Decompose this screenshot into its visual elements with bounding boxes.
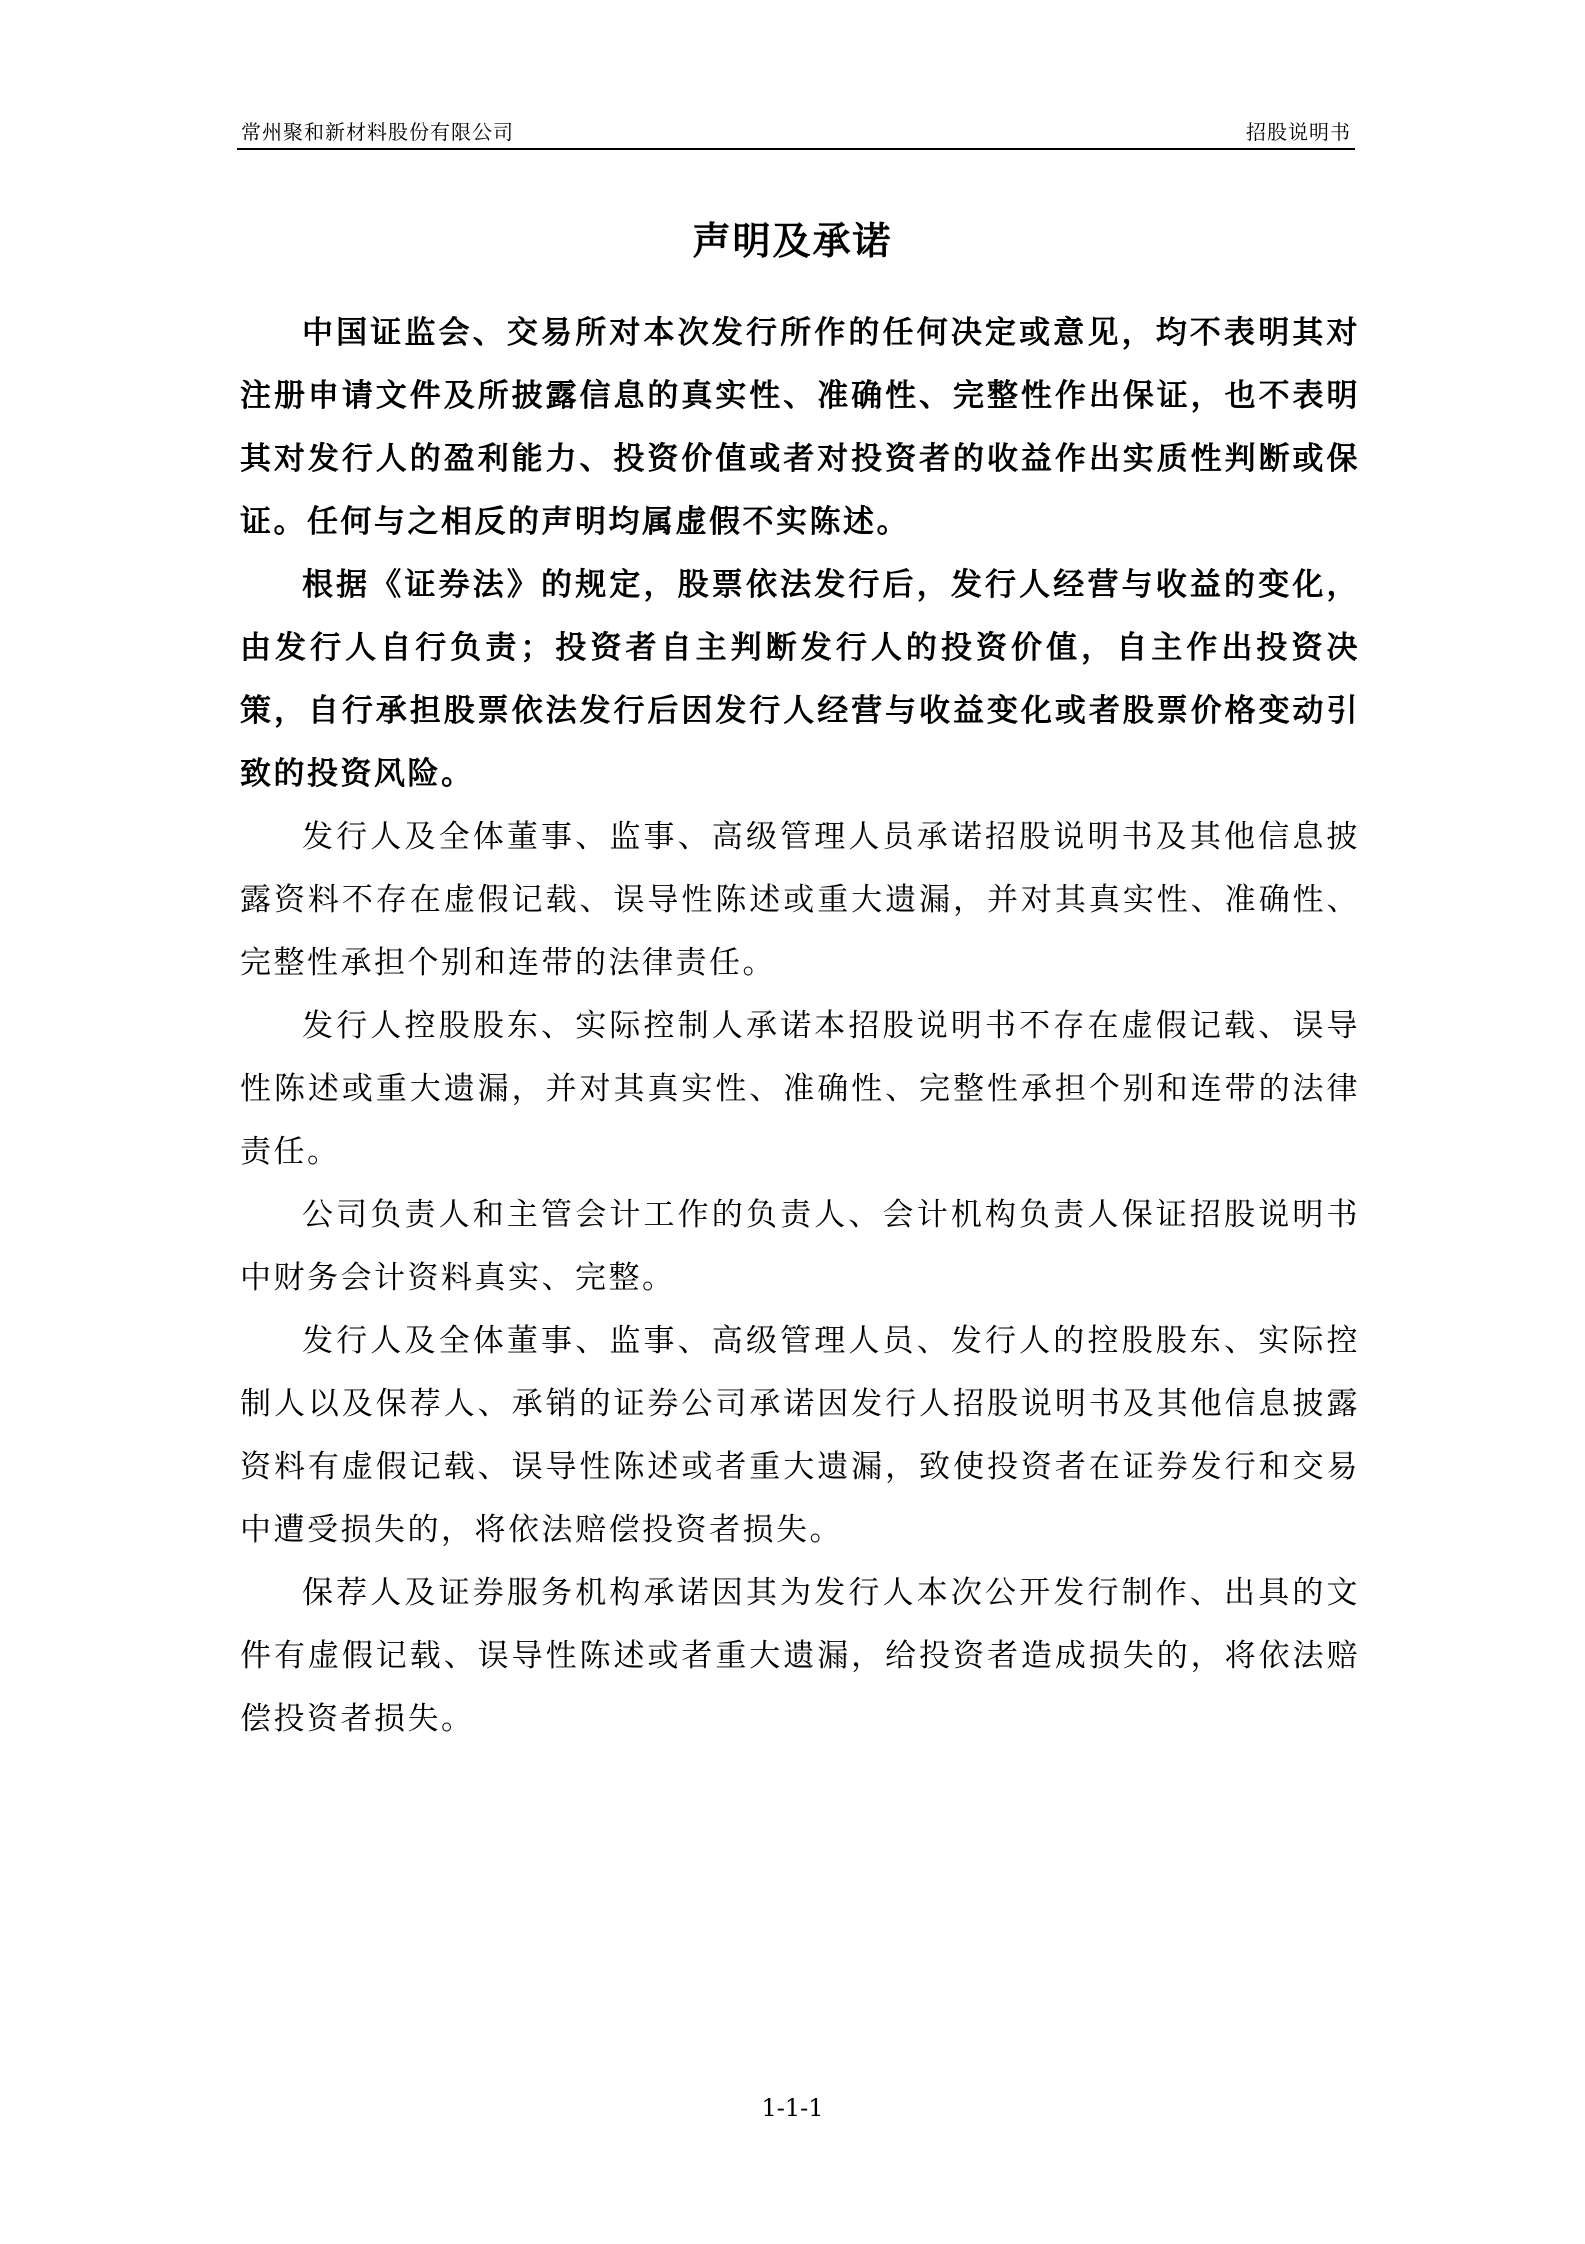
- paragraph-controller-commitment: 发行人控股股东、实际控制人承诺本招股说明书不存在虚假记载、误导性陈述或重大遗漏，并对其真实性、准确性、完整性承担个别和连带的法律责任。: [240, 1008, 1360, 1170]
- paragraph-compensation-commitment: 发行人及全体董事、监事、高级管理人员、发行人的控股股东、实际控制人以及保荐人、承销的证券公司承诺因发行人招股说明书及其他信息披露资料有虚假记载、误导性陈述或者重大遗漏，致使投资者在证券发行和交易中遭受损失的，将依法赔偿投资者损失。: [240, 1323, 1360, 1548]
- page-number: 1-1-1: [761, 2094, 824, 2122]
- paragraph-directors-commitment: 发行人及全体董事、监事、高级管理人员承诺招股说明书及其他信息披露资料不存在虚假记载、误导性陈述或重大遗漏，并对其真实性、准确性、完整性承担个别和连带的法律责任。: [240, 819, 1360, 981]
- paragraph-investment-risk: 根据《证券法》的规定，股票依法发行后，发行人经营与收益的变化，由发行人自行负责；投资者自主判断发行人的投资价值，自主作出投资决策，自行承担股票依法发行后因发行人经营与收益变化或者股票价格变动引致的投资风险。: [240, 567, 1360, 792]
- page-title: 声明及承诺: [692, 219, 893, 263]
- header-company-name: 常州聚和新材料股份有限公司: [241, 120, 514, 144]
- paragraph-accounting-guarantee: 公司负责人和主管会计工作的负责人、会计机构负责人保证招股说明书中财务会计资料真实、完整。: [240, 1197, 1360, 1296]
- header-document-type: 招股说明书: [1246, 120, 1351, 144]
- page-header: [237, 110, 1355, 150]
- statement-body: [240, 302, 1360, 1751]
- paragraph-sponsor-commitment: 保荐人及证券服务机构承诺因其为发行人本次公开发行制作、出具的文件有虚假记载、误导性陈述或者重大遗漏，给投资者造成损失的，将依法赔偿投资者损失。: [240, 1575, 1360, 1737]
- paragraph-regulator-disclaimer: 中国证监会、交易所对本次发行所作的任何决定或意见，均不表明其对注册申请文件及所披露信息的真实性、准确性、完整性作出保证，也不表明其对发行人的盈利能力、投资价值或者对投资者的收益作出实质性判断或保证。任何与之相反的声明均属虚假不实陈述。: [240, 315, 1360, 540]
